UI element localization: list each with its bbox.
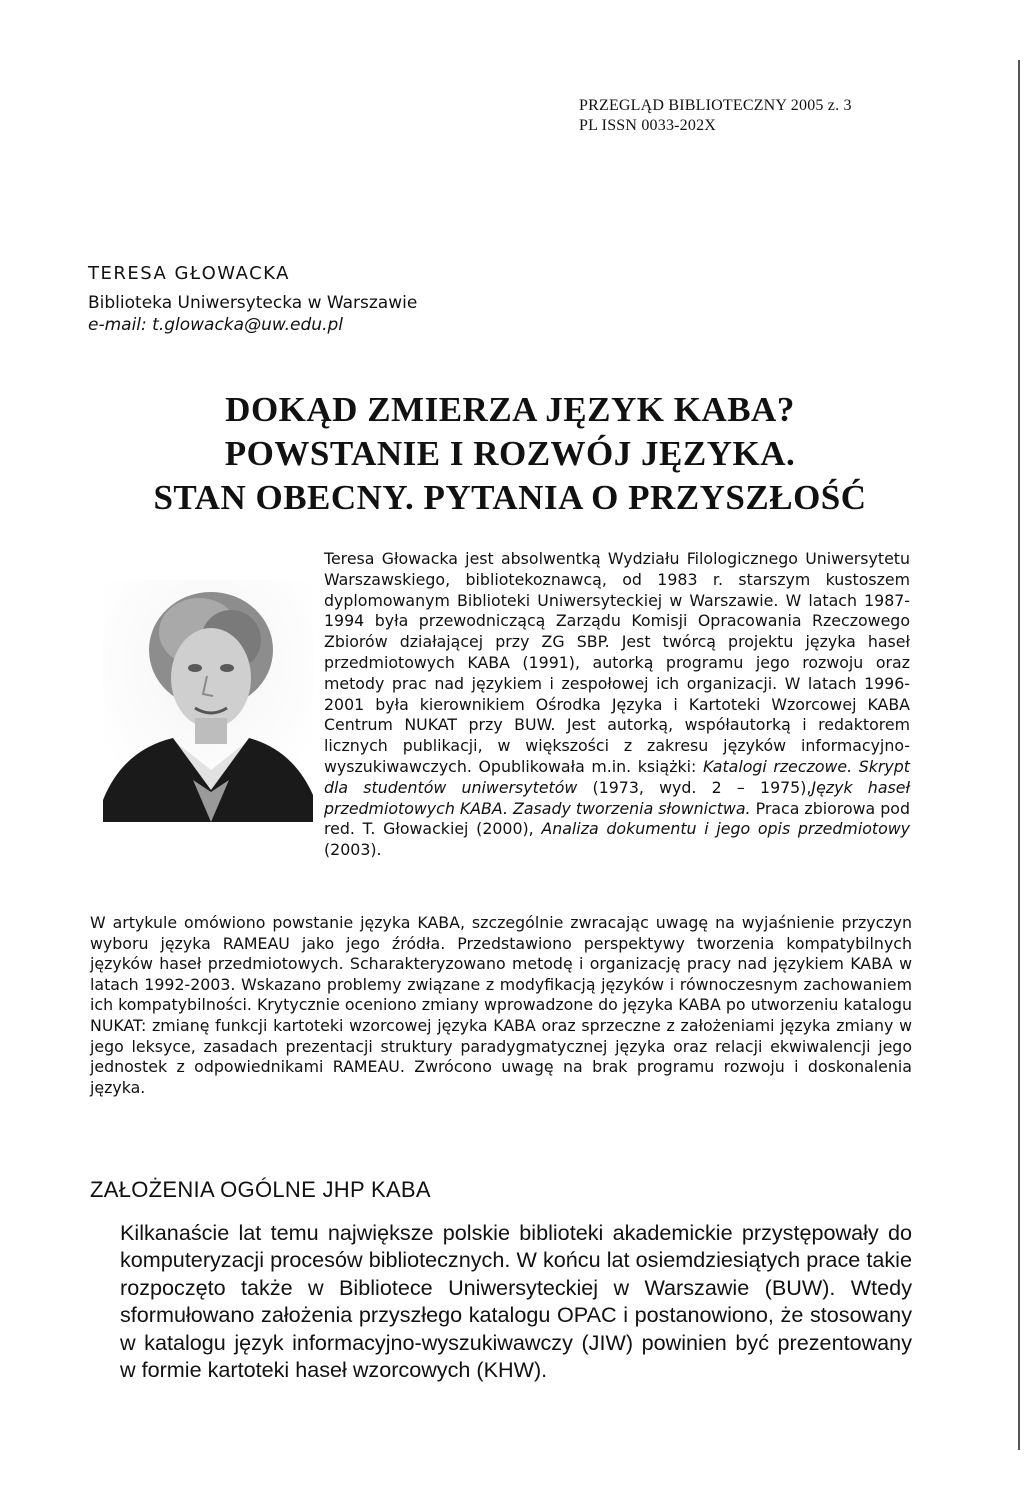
journal-title: PRZEGLĄD BIBLIOTECZNY 2005 z. 3 bbox=[579, 97, 852, 114]
author-affiliation: Biblioteka Uniwersytecka w Warszawie bbox=[88, 293, 418, 313]
page-edge-line bbox=[1018, 60, 1020, 1450]
abstract: W artykule omówiono powstanie języka KABA, szczególnie zwracając uwagę na wyjaśnienie przyczyn wyboru języka RAMEAU jako jego źródła. Przedstawiono perspektywy tworzenia kompatybilnych języków haseł przedmiotowych. Scharakteryzowano metodę i organizację pracy nad językiem KABA w latach 1992-2003. Wskazano problemy związane z modyfikacją języków i równoczesnym zachowaniem ich kompatybilności. Krytycznie oceniono zmiany wprowadzone do języka KABA po utworzeniu katalogu NUKAT: zmianę funkcji kartoteki wzorcowej języka KABA oraz sprzeczne z założeniami języka zmiany w jego leksyce, zasadach prezentacji struktury paradygmatycznej języka oraz relacji ekwiwalencji jego jednostek z odpowiednikami RAMEAU. Zwrócono uwagę na brak programu rozwoju i doskonalenia języka. bbox=[90, 913, 912, 1097]
bio-text-4: (2003). bbox=[324, 840, 382, 860]
article-title bbox=[90, 388, 930, 520]
bio-text-3: Praca zbiorowa pod red. T. Głowackiej (2000), bbox=[324, 798, 910, 839]
author-bio bbox=[324, 549, 910, 861]
author-name: TERESA GŁOWACKA bbox=[88, 263, 290, 284]
author-photo bbox=[103, 580, 313, 822]
title-line-2: POWSTANIE I ROZWÓJ JĘZYKA. bbox=[224, 434, 796, 473]
title-line-3: STAN OBECNY. PYTANIA O PRZYSZŁOŚĆ bbox=[153, 478, 867, 517]
title-line-1: DOKĄD ZMIERZA JĘZYK KABA? bbox=[225, 390, 795, 429]
section-heading: ZAŁOŻENIA OGÓLNE JHP KABA bbox=[90, 1177, 431, 1202]
author-email: e-mail: t.glowacka@uw.edu.pl bbox=[88, 315, 343, 335]
bio-book-1: Katalogi rzeczowe. Skrypt dla studentów uniwersytetów bbox=[324, 756, 910, 797]
bio-text-1: Teresa Głowacka jest absolwentką Wydziału Filologicznego Uniwersytetu Warszawskiego, bibliotekoznawcą, od 1983 r. starszym kustoszem dyplomowanym Biblioteki Uniwersyteckiej w Warszawie. W latach 1987-1994 była przewodniczącą Zarządu Komisji Opracowania Rzeczowego Zbiorów działającej przy ZG SBP. Jest twórcą projektu języka haseł przedmiotowych KABA (1991), autorką programu jego rozwoju oraz metody prac nad językiem i zespołowej ich organizacji. W latach 1996-2001 była kierownikiem Ośrodka Języka i Kartoteki Wzorcowej KABA Centrum NUKAT przy BUW. Jest autorką, współautorką i redaktorem licznych publikacji, w większości z zakresu języków informacyjno-wyszukiwawczych. Opublikowała m.in. książki: bbox=[324, 549, 910, 776]
body-paragraph: Kilkanaście lat temu największe polskie biblioteki akademickie przystępowały do komputeryzacji procesów bibliotecznych. W końcu lat osiemdziesiątych prace takie rozpoczęto także w Bibliotece Uniwersyteckiej w Warszawie (BUW). Wtedy sformułowano założenia przyszłego katalogu OPAC i postanowiono, że stosowany w katalogu język informacyjno-wyszukiwawczy (JIW) powinien być prezentowany w formie kartoteki haseł wzorcowych (KHW). bbox=[120, 1220, 912, 1383]
bio-text-2: (1973, wyd. 2 – 1975), bbox=[577, 777, 812, 797]
author-portrait-image bbox=[103, 580, 313, 822]
journal-issn: PL ISSN 0033-202X bbox=[579, 117, 717, 134]
author-block bbox=[88, 262, 688, 336]
bio-book-3: Analiza dokumentu i jego opis przedmiotowy bbox=[541, 819, 911, 839]
journal-header bbox=[579, 96, 852, 136]
bio-book-2: Język haseł przedmiotowych KABA. Zasady tworzenia słownictwa. bbox=[324, 777, 910, 818]
